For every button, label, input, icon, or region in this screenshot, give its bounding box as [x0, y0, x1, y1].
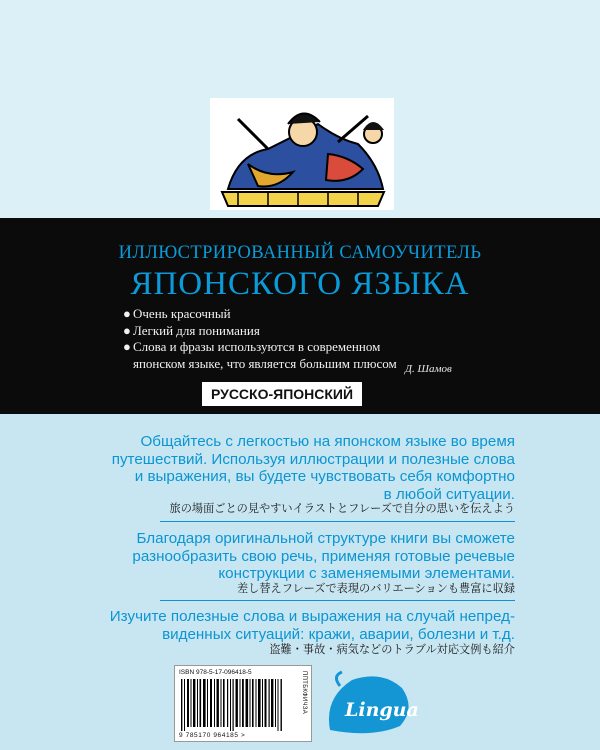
blurb-1-japanese: 旅の場面ごとの見やすいイラストとフレーズで自分の思いを伝えよう [169, 502, 515, 515]
divider [160, 600, 515, 601]
blurb-2-text: Благодаря оригинальной структуре книги вы сможете разнообразить свою речь, применяя готовые речевые конструкции с заменяемыми элементами. [132, 530, 515, 582]
barcode-digits: 9 785170 964185 > [179, 732, 246, 739]
blurb-3-text: Изучите полезные слова и выражения на случай непред- виденных ситуаций: кражи, аварии, болезни и т.д. [109, 608, 515, 643]
blurb-3-japanese: 盗難・事故・病気などのトラブル対応文例も紹介 [269, 643, 515, 656]
feature-item-continuation: японском языке, что является большим плюсом [133, 355, 397, 371]
barcode-side-code: ППТБКФИЧЗА [301, 671, 307, 715]
main-title: ЯПОНСКОГО ЯЗЫКА [130, 266, 470, 302]
samurai-illustration [208, 94, 396, 216]
isbn-number: ISBN 978-5-17-096418-5 [179, 669, 252, 676]
feature-item: ● Слова и фразы используются в современном [123, 339, 381, 354]
series-title: ИЛЛЮСТРИРОВАННЫЙ САМОУЧИТЕЛЬ [118, 243, 482, 263]
feature-item: ● Легкий для понимания [123, 322, 260, 338]
barcode-icon [181, 679, 285, 731]
language-pair-label: РУССКО-ЯПОНСКИЙ [202, 382, 362, 406]
author: Д. Шамов [405, 363, 452, 375]
blurb-2-japanese: 差し替えフレーズで表現のバリエーションも豊富に収録 [236, 582, 515, 595]
publisher-logo-text: Lingua [345, 699, 419, 721]
blurb-1-text: Общайтесь с легкостью на японском языке во время путешествий. Используя иллюстрации и полезные слова и выражения, вы будете чувствовать себя комфортно в любой ситуации. [111, 433, 515, 503]
barcode-block [174, 665, 312, 742]
feature-item: ● Очень красочный [123, 306, 231, 321]
divider [160, 521, 515, 522]
